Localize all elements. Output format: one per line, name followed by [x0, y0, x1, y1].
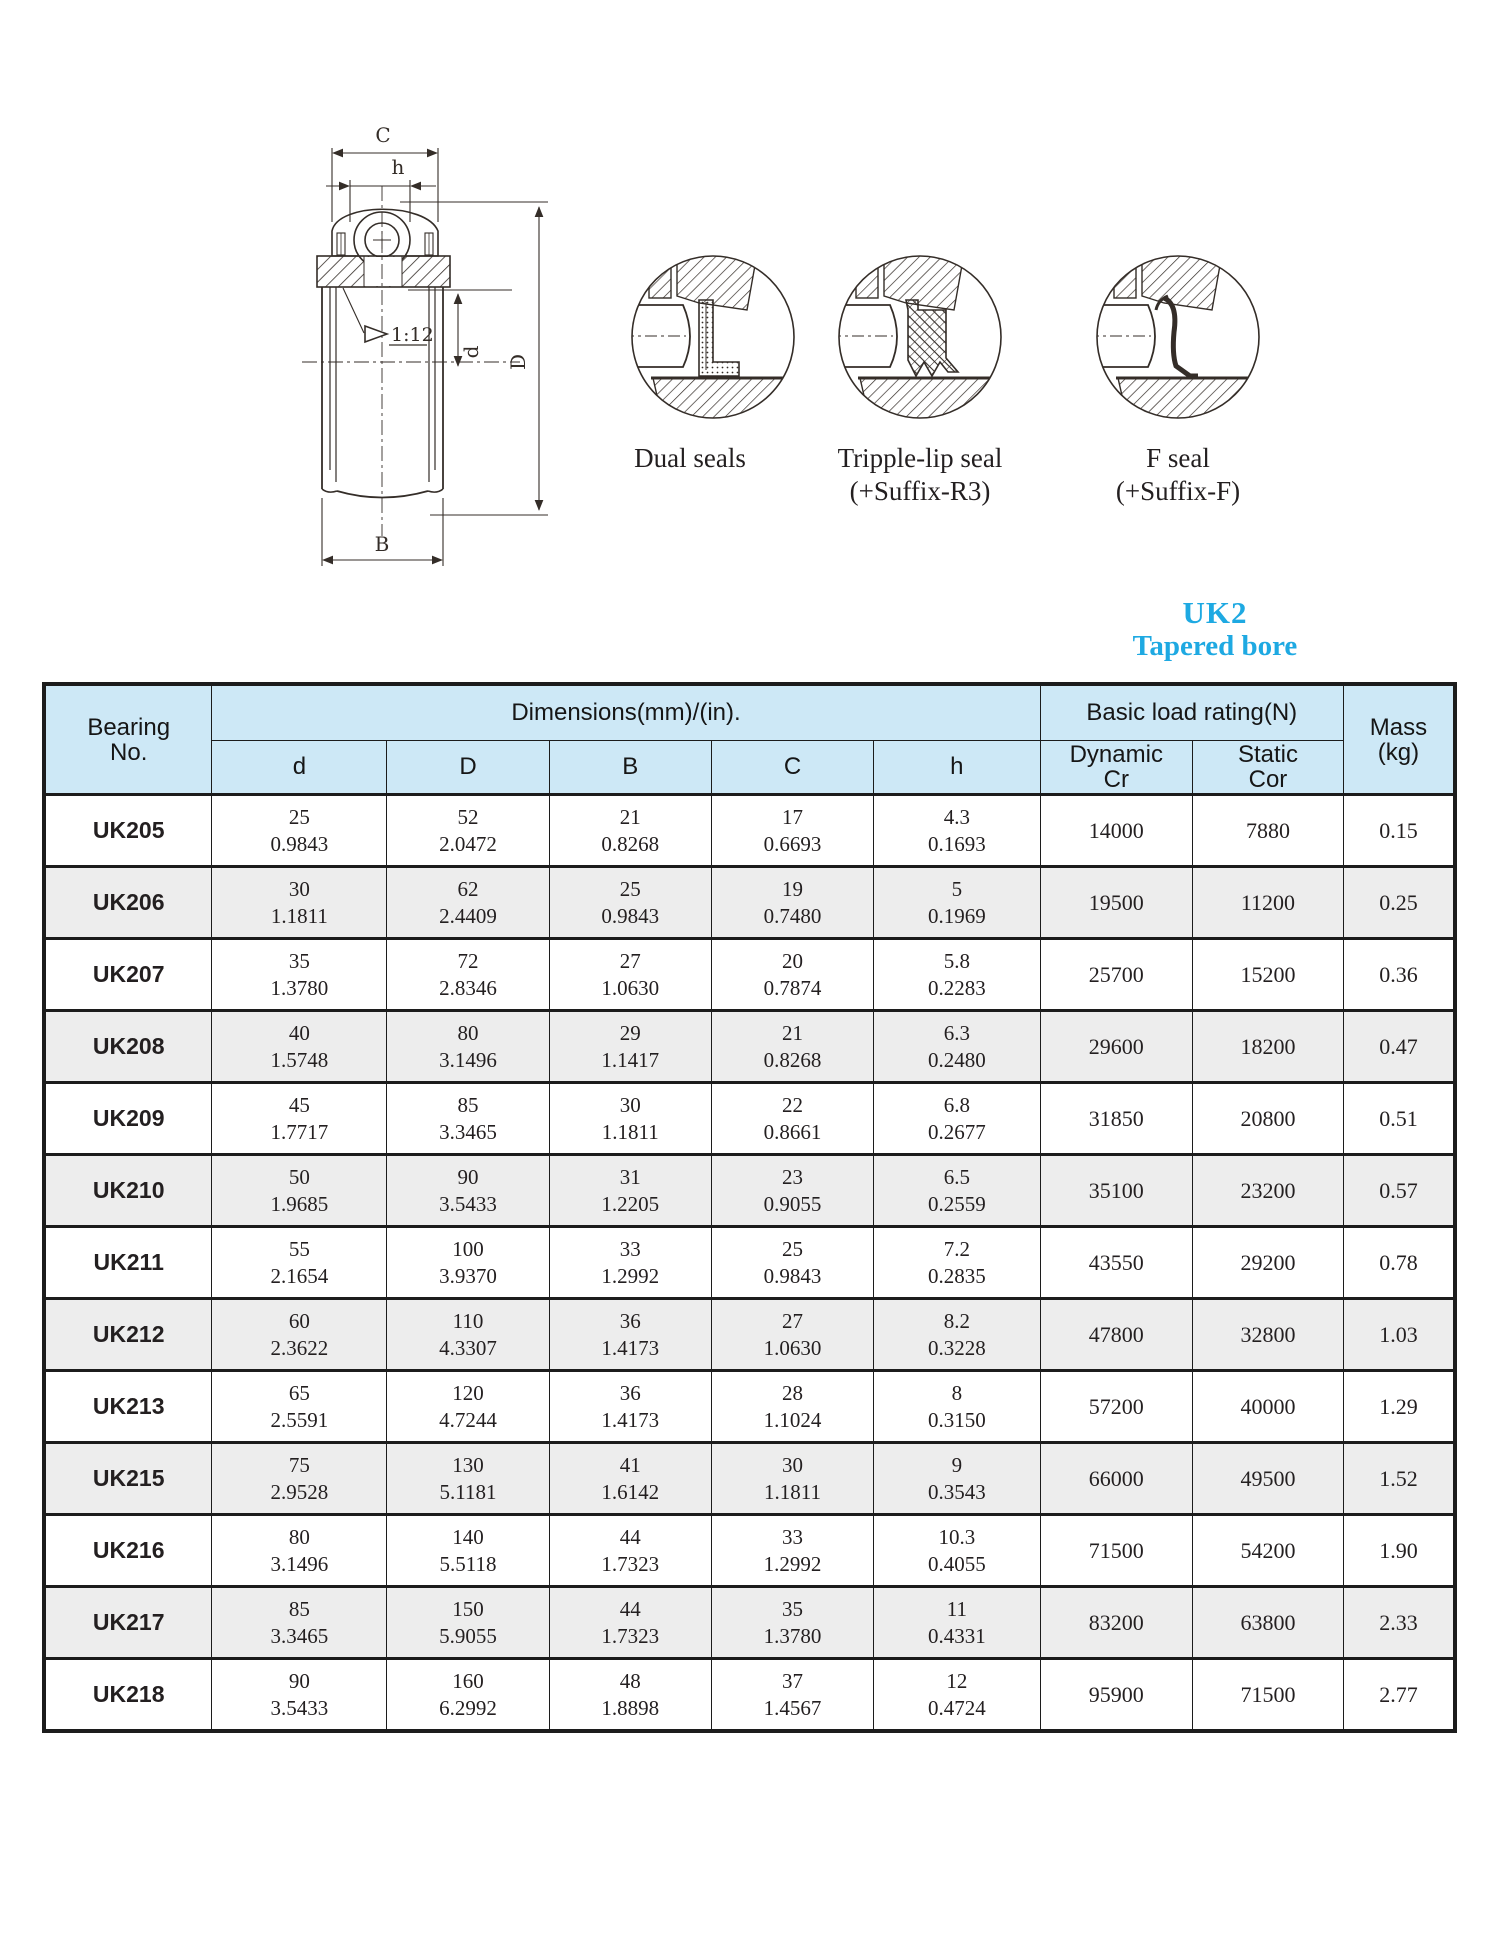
table-row	[44, 1659, 1455, 1732]
header-mass-line1: Mass	[1369, 713, 1428, 741]
cell-dim-C: 20 0.7874	[711, 939, 873, 1011]
header-static-line1: Static	[1237, 741, 1298, 768]
cell-dim-d: 30 1.1811	[212, 867, 387, 939]
cell-dim-C: 35 1.3780	[711, 1587, 873, 1659]
cell-dynamic-cr: 14000	[1040, 795, 1192, 867]
cell-dim-C: 21 0.8268	[711, 1011, 873, 1083]
cell-dim-d: 75 2.9528	[212, 1443, 387, 1515]
cell-dynamic-cr: 19500	[1040, 867, 1192, 939]
cell-dynamic-cr: 31850	[1040, 1083, 1192, 1155]
cell-mass: 1.29	[1343, 1371, 1455, 1443]
cell-bearing-no: UK209	[44, 1083, 212, 1155]
cell-dim-B: 36 1.4173	[549, 1299, 711, 1371]
cell-dynamic-cr: 43550	[1040, 1227, 1192, 1299]
cell-static-cor: 54200	[1192, 1515, 1343, 1587]
header-mass-line2: (kg)	[1377, 738, 1420, 766]
taper-flag	[343, 288, 434, 346]
series-subtitle: Tapered bore	[1132, 630, 1298, 662]
caption-line: Dual seals	[634, 443, 746, 473]
cell-bearing-no: UK217	[44, 1587, 212, 1659]
dim-label-D: D	[506, 353, 530, 371]
dim-label-B: B	[374, 532, 390, 556]
cell-dim-C: 33 1.2992	[711, 1515, 873, 1587]
cell-dim-B: 27 1.0630	[549, 939, 711, 1011]
cell-dim-d: 35 1.3780	[212, 939, 387, 1011]
table-row	[44, 795, 1455, 867]
cell-dim-h: 5.8 0.2283	[874, 939, 1040, 1011]
cell-dim-B: 44 1.7323	[549, 1587, 711, 1659]
cell-dynamic-cr: 57200	[1040, 1371, 1192, 1443]
cell-static-cor: 15200	[1192, 939, 1343, 1011]
cell-static-cor: 23200	[1192, 1155, 1343, 1227]
header-static-line2: Cor	[1248, 766, 1288, 793]
cell-dim-B: 25 0.9843	[549, 867, 711, 939]
cell-static-cor: 29200	[1192, 1227, 1343, 1299]
bearing-cross-section-drawing	[280, 90, 580, 590]
cell-dim-h: 8.2 0.3228	[874, 1299, 1040, 1371]
header-static-cor	[1192, 741, 1343, 795]
header-bearing-line1: Bearing	[87, 713, 171, 741]
cell-mass: 0.47	[1343, 1011, 1455, 1083]
cell-dim-d: 90 3.5433	[212, 1659, 387, 1732]
cell-dim-B: 21 0.8268	[549, 795, 711, 867]
cell-mass: 0.57	[1343, 1155, 1455, 1227]
cell-static-cor: 71500	[1192, 1659, 1343, 1732]
cell-dim-D: 150 5.9055	[387, 1587, 549, 1659]
sleeve-section	[322, 287, 443, 498]
cell-bearing-no: UK208	[44, 1011, 212, 1083]
cell-static-cor: 40000	[1192, 1371, 1343, 1443]
table-row	[44, 939, 1455, 1011]
cell-dim-d: 50 1.9685	[212, 1155, 387, 1227]
cell-bearing-no: UK213	[44, 1371, 212, 1443]
cell-dim-d: 60 2.3622	[212, 1299, 387, 1371]
cell-bearing-no: UK210	[44, 1155, 212, 1227]
table-row	[44, 867, 1455, 939]
cell-dim-B: 41 1.6142	[549, 1443, 711, 1515]
cell-static-cor: 49500	[1192, 1443, 1343, 1515]
cell-bearing-no: UK205	[44, 795, 212, 867]
header-dim-B: B	[549, 741, 711, 795]
cell-mass: 0.78	[1343, 1227, 1455, 1299]
cell-dynamic-cr: 66000	[1040, 1443, 1192, 1515]
cell-dim-C: 30 1.1811	[711, 1443, 873, 1515]
cell-dim-B: 48 1.8898	[549, 1659, 711, 1732]
cell-dynamic-cr: 95900	[1040, 1659, 1192, 1732]
header-dynamic-line1: Dynamic	[1069, 741, 1163, 768]
header-bearing-no	[44, 684, 212, 795]
cell-mass: 0.15	[1343, 795, 1455, 867]
cell-bearing-no: UK216	[44, 1515, 212, 1587]
cell-dim-h: 10.3 0.4055	[874, 1515, 1040, 1587]
cell-mass: 1.52	[1343, 1443, 1455, 1515]
cell-dim-h: 12 0.4724	[874, 1659, 1040, 1732]
cell-dim-C: 28 1.1024	[711, 1371, 873, 1443]
header-load-rating: Basic load rating(N)	[1040, 684, 1343, 741]
cell-dim-D: 80 3.1496	[387, 1011, 549, 1083]
cell-dim-D: 52 2.0472	[387, 795, 549, 867]
cell-dynamic-cr: 25700	[1040, 939, 1192, 1011]
table-row	[44, 1587, 1455, 1659]
cell-bearing-no: UK215	[44, 1443, 212, 1515]
cell-dim-C: 19 0.7480	[711, 867, 873, 939]
cell-dynamic-cr: 71500	[1040, 1515, 1192, 1587]
header-dynamic-line2: Cr	[1103, 766, 1129, 793]
dim-label-d: d	[459, 345, 483, 359]
table-row	[44, 1443, 1455, 1515]
series-title: UK2	[1182, 595, 1248, 630]
cell-mass: 0.36	[1343, 939, 1455, 1011]
cell-mass: 1.90	[1343, 1515, 1455, 1587]
cell-dim-h: 7.2 0.2835	[874, 1227, 1040, 1299]
table-row	[44, 1371, 1455, 1443]
table-row	[44, 1299, 1455, 1371]
seal-detail-views	[620, 250, 1270, 430]
cell-dim-D: 130 5.1181	[387, 1443, 549, 1515]
cell-mass: 0.25	[1343, 867, 1455, 939]
table-row	[44, 1515, 1455, 1587]
series-label	[1110, 596, 1320, 663]
cell-dim-B: 31 1.2205	[549, 1155, 711, 1227]
cell-static-cor: 11200	[1192, 867, 1343, 939]
cell-bearing-no: UK206	[44, 867, 212, 939]
header-dim-d: d	[212, 741, 387, 795]
cell-dim-D: 140 5.5118	[387, 1515, 549, 1587]
table-row	[44, 1083, 1455, 1155]
dim-label-C: C	[375, 123, 391, 147]
cell-dim-D: 120 4.7244	[387, 1371, 549, 1443]
cell-dim-D: 72 2.8346	[387, 939, 549, 1011]
caption-suffix: (+Suffix-F)	[1115, 476, 1241, 506]
caption-f-seal	[1038, 442, 1318, 508]
cell-dim-h: 5 0.1969	[874, 867, 1040, 939]
cell-dim-C: 37 1.4567	[711, 1659, 873, 1732]
cell-dynamic-cr: 29600	[1040, 1011, 1192, 1083]
cell-dim-h: 8 0.3150	[874, 1371, 1040, 1443]
cell-bearing-no: UK207	[44, 939, 212, 1011]
cell-static-cor: 63800	[1192, 1587, 1343, 1659]
cell-dim-D: 85 3.3465	[387, 1083, 549, 1155]
cell-dim-h: 11 0.4331	[874, 1587, 1040, 1659]
caption-suffix: (+Suffix-R3)	[849, 476, 991, 506]
cell-dim-d: 80 3.1496	[212, 1515, 387, 1587]
cell-dim-h: 6.3 0.2480	[874, 1011, 1040, 1083]
header-dim-C: C	[711, 741, 873, 795]
taper-ratio-label: 1:12	[391, 324, 434, 346]
dim-label-h: h	[391, 155, 405, 179]
cell-static-cor: 7880	[1192, 795, 1343, 867]
table-row	[44, 1227, 1455, 1299]
bearing-data-table	[42, 682, 1457, 1733]
cell-dim-C: 17 0.6693	[711, 795, 873, 867]
cell-dim-B: 33 1.2992	[549, 1227, 711, 1299]
cell-bearing-no: UK211	[44, 1227, 212, 1299]
cell-dim-D: 160 6.2992	[387, 1659, 549, 1732]
cell-mass: 2.77	[1343, 1659, 1455, 1732]
dim-B	[322, 498, 443, 566]
cell-dim-h: 9 0.3543	[874, 1443, 1040, 1515]
caption-tripple-lip-seal	[780, 442, 1060, 508]
cell-dim-C: 27 1.0630	[711, 1299, 873, 1371]
cell-dim-C: 25 0.9843	[711, 1227, 873, 1299]
cell-mass: 2.33	[1343, 1587, 1455, 1659]
header-dim-D: D	[387, 741, 549, 795]
cell-dim-D: 110 4.3307	[387, 1299, 549, 1371]
cell-dim-d: 40 1.5748	[212, 1011, 387, 1083]
cell-dim-B: 29 1.1417	[549, 1011, 711, 1083]
header-dim-h: h	[874, 741, 1040, 795]
cell-dim-h: 6.8 0.2677	[874, 1083, 1040, 1155]
header-mass	[1343, 684, 1455, 795]
cell-dim-C: 22 0.8661	[711, 1083, 873, 1155]
cell-dim-d: 45 1.7717	[212, 1083, 387, 1155]
cell-dim-h: 6.5 0.2559	[874, 1155, 1040, 1227]
bearing-table-body	[44, 795, 1455, 1732]
cell-dynamic-cr: 47800	[1040, 1299, 1192, 1371]
header-dynamic-cr	[1040, 741, 1192, 795]
cell-dynamic-cr: 83200	[1040, 1587, 1192, 1659]
cell-dim-D: 62 2.4409	[387, 867, 549, 939]
cell-dim-B: 30 1.1811	[549, 1083, 711, 1155]
cell-dim-D: 100 3.9370	[387, 1227, 549, 1299]
cell-bearing-no: UK212	[44, 1299, 212, 1371]
cell-static-cor: 18200	[1192, 1011, 1343, 1083]
cell-dim-B: 44 1.7323	[549, 1515, 711, 1587]
caption-line: Tripple-lip seal	[837, 443, 1003, 473]
cell-bearing-no: UK218	[44, 1659, 212, 1732]
cell-dim-D: 90 3.5433	[387, 1155, 549, 1227]
cell-dim-d: 85 3.3465	[212, 1587, 387, 1659]
cell-dim-B: 36 1.4173	[549, 1371, 711, 1443]
header-dimensions: Dimensions(mm)/(in).	[212, 684, 1040, 741]
bore-gap	[364, 257, 402, 286]
cell-dim-h: 4.3 0.1693	[874, 795, 1040, 867]
dim-C	[332, 123, 438, 222]
table-row	[44, 1155, 1455, 1227]
cell-dim-d: 25 0.9843	[212, 795, 387, 867]
cell-dim-C: 23 0.9055	[711, 1155, 873, 1227]
cell-mass: 1.03	[1343, 1299, 1455, 1371]
table-header	[44, 684, 1455, 795]
cell-mass: 0.51	[1343, 1083, 1455, 1155]
header-bearing-line2: No.	[110, 738, 148, 766]
cell-dim-d: 55 2.1654	[212, 1227, 387, 1299]
cell-static-cor: 32800	[1192, 1299, 1343, 1371]
table-row	[44, 1011, 1455, 1083]
cell-static-cor: 20800	[1192, 1083, 1343, 1155]
cell-dim-d: 65 2.5591	[212, 1371, 387, 1443]
cell-dynamic-cr: 35100	[1040, 1155, 1192, 1227]
caption-line: F seal	[1146, 443, 1210, 473]
